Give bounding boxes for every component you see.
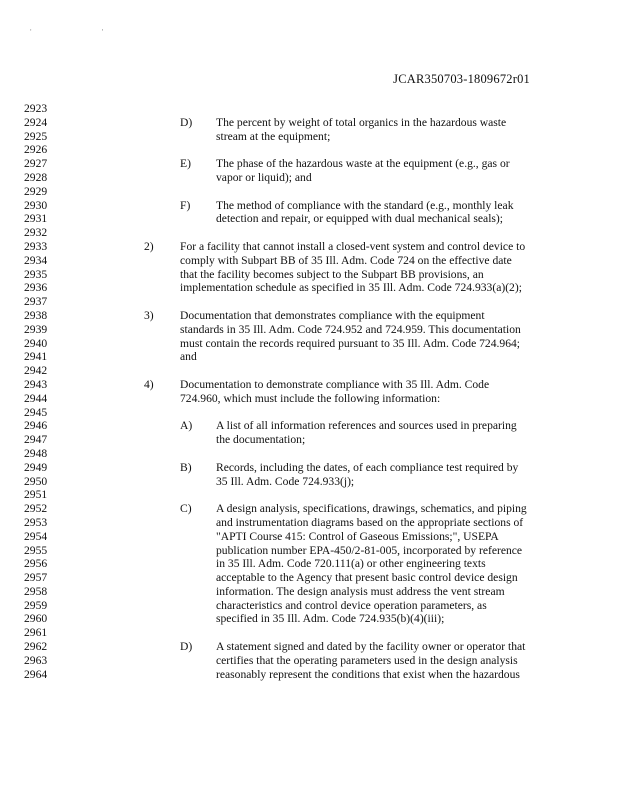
line-number: 2957: [24, 571, 48, 585]
document-line: [0, 226, 618, 240]
document-line: [0, 102, 618, 116]
line-number: 2934: [24, 253, 48, 267]
line-number: 2932: [24, 226, 48, 240]
line-number: 2947: [24, 433, 48, 447]
document-line: [0, 406, 618, 420]
line-number: 2952: [24, 502, 48, 516]
corner-marks: ' ': [30, 28, 138, 37]
line-number: 2929: [24, 184, 48, 198]
item-label: D): [180, 640, 193, 654]
document-line: [0, 130, 618, 144]
document-line: [0, 612, 618, 626]
line-number: 2940: [24, 336, 48, 350]
line-number: 2959: [24, 598, 48, 612]
document-line: [0, 212, 618, 226]
line-text: certifies that the operating parameters used in the design analysis: [216, 653, 518, 667]
line-text: must contain the records required pursuant to 35 Ill. Adm. Code 724.964;: [180, 336, 521, 350]
document-line: [0, 557, 618, 571]
line-text: 35 Ill. Adm. Code 724.933(j);: [216, 474, 355, 488]
line-number: 2955: [24, 543, 48, 557]
document-line: [0, 654, 618, 668]
line-number: 2933: [24, 239, 48, 253]
document-line: [0, 171, 618, 185]
line-number: 2948: [24, 446, 48, 460]
line-text: specified in 35 Ill. Adm. Code 724.935(b)(4)(iii);: [216, 612, 445, 626]
line-number: 2927: [24, 157, 48, 171]
line-number: 2939: [24, 322, 48, 336]
line-text: comply with Subpart BB of 35 Ill. Adm. Code 724 on the effective date: [180, 253, 512, 267]
line-number: 2962: [24, 640, 48, 654]
document-line: [0, 626, 618, 640]
document-line: [0, 268, 618, 282]
line-text: Documentation to demonstrate compliance with 35 Ill. Adm. Code: [180, 377, 490, 391]
document-line: [0, 571, 618, 585]
line-text: The phase of the hazardous waste at the equipment (e.g., gas or: [216, 157, 510, 171]
document-id-header: JCAR350703-1809672r01: [393, 72, 530, 86]
line-text: The percent by weight of total organics in the hazardous waste: [216, 115, 507, 129]
line-number: 2930: [24, 198, 48, 212]
line-number: 2924: [24, 115, 48, 129]
document-line: [0, 337, 618, 351]
item-label: 4): [144, 377, 154, 391]
line-number: 2961: [24, 626, 48, 640]
line-text: publication number EPA-450/2-81-005, incorporated by reference: [216, 543, 523, 557]
document-line: [0, 281, 618, 295]
line-text: reasonably represent the conditions that exist when the hazardous: [216, 667, 520, 681]
item-label: 2): [144, 239, 154, 253]
line-text: 724.960, which must include the following information:: [180, 391, 441, 405]
document-line: [0, 433, 618, 447]
line-text: detection and repair, or equipped with dual mechanical seals);: [216, 212, 504, 226]
line-number: 2923: [24, 102, 48, 115]
line-text: A design analysis, specifications, drawings, schematics, and piping: [216, 502, 527, 516]
line-text: For a facility that cannot install a closed-vent system and control device to: [180, 239, 526, 253]
line-number: 2942: [24, 364, 48, 378]
line-number: 2956: [24, 557, 48, 571]
document-line: [0, 295, 618, 309]
line-number: 2943: [24, 377, 48, 391]
line-text: information. The design analysis must address the vent stream: [216, 584, 505, 598]
line-text: in 35 Ill. Adm. Code 720.111(a) or other engineering texts: [216, 557, 486, 571]
line-number: 2938: [24, 308, 48, 322]
line-text: A statement signed and dated by the facility owner or operator that: [216, 640, 526, 654]
document-line: [0, 323, 618, 337]
line-number: 2925: [24, 129, 48, 143]
line-number: 2937: [24, 295, 48, 309]
line-text: standards in 35 Ill. Adm. Code 724.952 and 724.959. This documentation: [180, 322, 521, 336]
line-number: 2931: [24, 212, 48, 226]
line-number: 2963: [24, 653, 48, 667]
line-text: the documentation;: [216, 433, 306, 447]
document-line: [0, 488, 618, 502]
document-line: [0, 309, 618, 323]
line-number: 2960: [24, 612, 48, 626]
document-line: [0, 254, 618, 268]
document-line: [0, 240, 618, 254]
line-number: 2954: [24, 529, 48, 543]
document-line: [0, 640, 618, 654]
document-line: [0, 461, 618, 475]
document-line: [0, 185, 618, 199]
document-line: [0, 143, 618, 157]
document-line: [0, 502, 618, 516]
document-line: [0, 585, 618, 599]
line-number: 2945: [24, 405, 48, 419]
line-number: 2928: [24, 170, 48, 184]
line-number: 2941: [24, 350, 48, 364]
document-body: [0, 102, 618, 681]
line-number: 2936: [24, 281, 48, 295]
line-text: acceptable to the Agency that present basic control device design: [216, 571, 518, 585]
item-label: D): [180, 115, 193, 129]
line-text: stream at the equipment;: [216, 129, 331, 143]
line-text: Records, including the dates, of each compliance test required by: [216, 460, 519, 474]
line-number: 2964: [24, 667, 48, 681]
item-label: A): [180, 419, 193, 433]
line-text: A list of all information references and sources used in preparing: [216, 419, 517, 433]
line-number: 2935: [24, 267, 48, 281]
item-label: C): [180, 502, 192, 516]
line-number: 2953: [24, 515, 48, 529]
document-line: [0, 157, 618, 171]
line-number: 2946: [24, 419, 48, 433]
line-number: 2950: [24, 474, 48, 488]
line-text: Documentation that demonstrates compliance with the equipment: [180, 308, 485, 322]
document-line: [0, 544, 618, 558]
item-label: 3): [144, 308, 154, 322]
line-number: 2949: [24, 460, 48, 474]
document-line: [0, 447, 618, 461]
item-label: F): [180, 198, 191, 212]
line-text: implementation schedule as specified in 35 Ill. Adm. Code 724.933(a)(2);: [180, 281, 522, 295]
line-number: 2958: [24, 584, 48, 598]
document-line: [0, 516, 618, 530]
document-line: [0, 419, 618, 433]
item-label: B): [180, 460, 192, 474]
document-line: [0, 350, 618, 364]
document-line: [0, 116, 618, 130]
document-line: [0, 199, 618, 213]
document-line: [0, 364, 618, 378]
document-line: [0, 530, 618, 544]
line-text: characteristics and control device operation parameters, as: [216, 598, 487, 612]
line-text: and instrumentation diagrams based on the appropriate sections of: [216, 515, 524, 529]
document-line: [0, 392, 618, 406]
line-number: 2951: [24, 488, 48, 502]
line-number: 2944: [24, 391, 48, 405]
line-text: and: [180, 350, 197, 364]
line-text: "APTI Course 415: Control of Gaseous Emissions;", USEPA: [216, 529, 499, 543]
document-line: [0, 475, 618, 489]
document-line: [0, 668, 618, 682]
line-text: The method of compliance with the standard (e.g., monthly leak: [216, 198, 514, 212]
document-line: [0, 378, 618, 392]
document-line: [0, 599, 618, 613]
line-text: that the facility becomes subject to the Subpart BB provisions, an: [180, 267, 484, 281]
item-label: E): [180, 157, 191, 171]
line-text: vapor or liquid); and: [216, 170, 312, 184]
line-number: 2926: [24, 143, 48, 157]
